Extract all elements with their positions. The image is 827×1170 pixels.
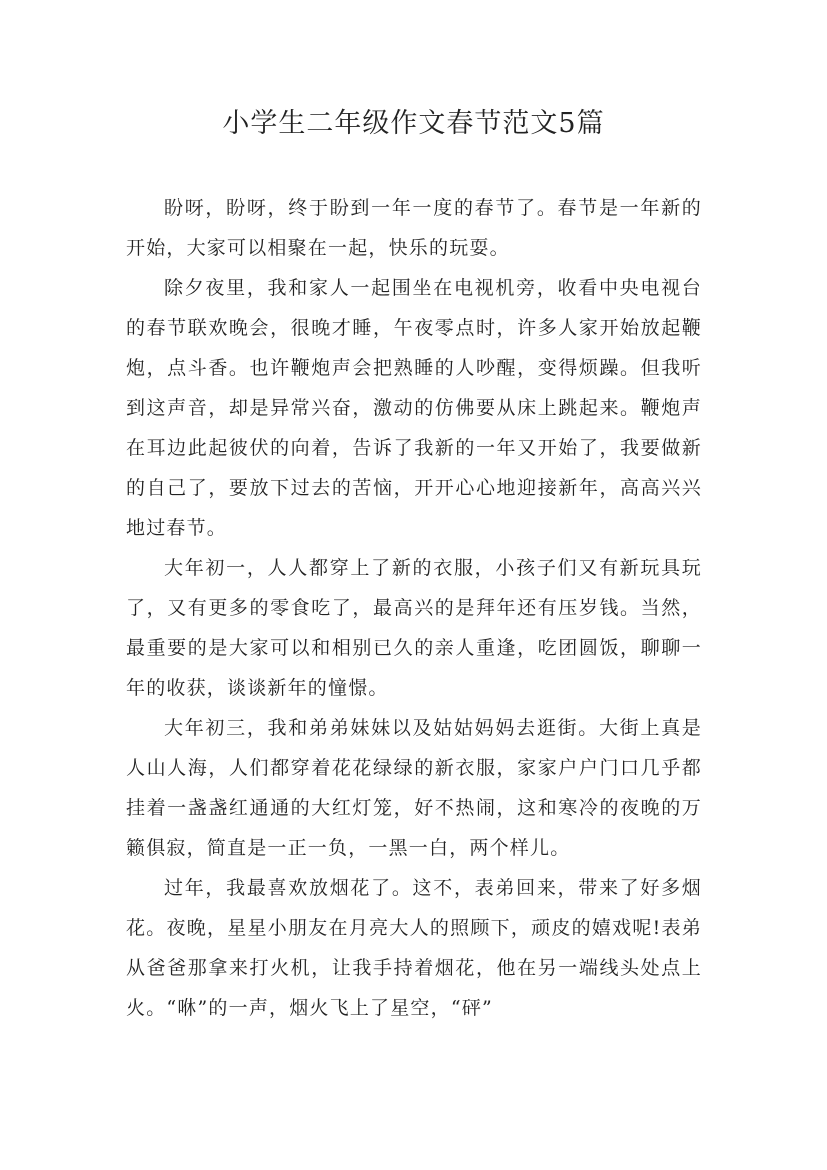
document-body [126, 188, 702, 1028]
paragraph-2: 除夕夜里，我和家人一起围坐在电视机旁，收看中央电视台的春节联欢晚会，很晚才睡，午夜零点时，许多人家开始放起鞭炮，点斗香。也许鞭炮声会把熟睡的人吵醒，变得烦躁。但我听到这声音，却是异常兴奋，激动的仿佛要从床上跳起来。鞭炮声在耳边此起彼伏的向着，告诉了我新的一年又开始了，我要做新的自己了，要放下过去的苦恼，开开心心地迎接新年，高高兴兴地过春节。 [126, 277, 702, 539]
paragraph-1: 盼呀，盼呀，终于盼到一年一度的春节了。春节是一年新的开始，大家可以相聚在一起，快乐的玩耍。 [126, 197, 702, 259]
paragraph-3: 大年初一，人人都穿上了新的衣服，小孩子们又有新玩具玩了，又有更多的零食吃了，最高兴的是拜年还有压岁钱。当然，最重要的是大家可以和相别已久的亲人重逢，吃团圆饭，聊聊一年的收获，谈谈新年的憧憬。 [126, 557, 702, 699]
paragraph-5: 过年，我最喜欢放烟花了。这不，表弟回来，带来了好多烟花。夜晚，星星小朋友在月亮大人的照顾下，顽皮的嬉戏呢!表弟从爸爸那拿来打火机，让我手持着烟花，他在另一端线头处点上火。“咻”的一声，烟火飞上了星空，“砰” [126, 877, 702, 1019]
paragraph-4: 大年初三，我和弟弟妹妹以及姑姑妈妈去逛街。大街上真是人山人海，人们都穿着花花绿绿的新衣服，家家户户门口几乎都挂着一盏盏红通通的大红灯笼，好不热闹，这和寒冷的夜晚的万籁俱寂，简直是一正一负，一黑一白，两个样儿。 [126, 717, 702, 859]
document-title: 小学生二年级作文春节范文5篇 [222, 108, 605, 139]
